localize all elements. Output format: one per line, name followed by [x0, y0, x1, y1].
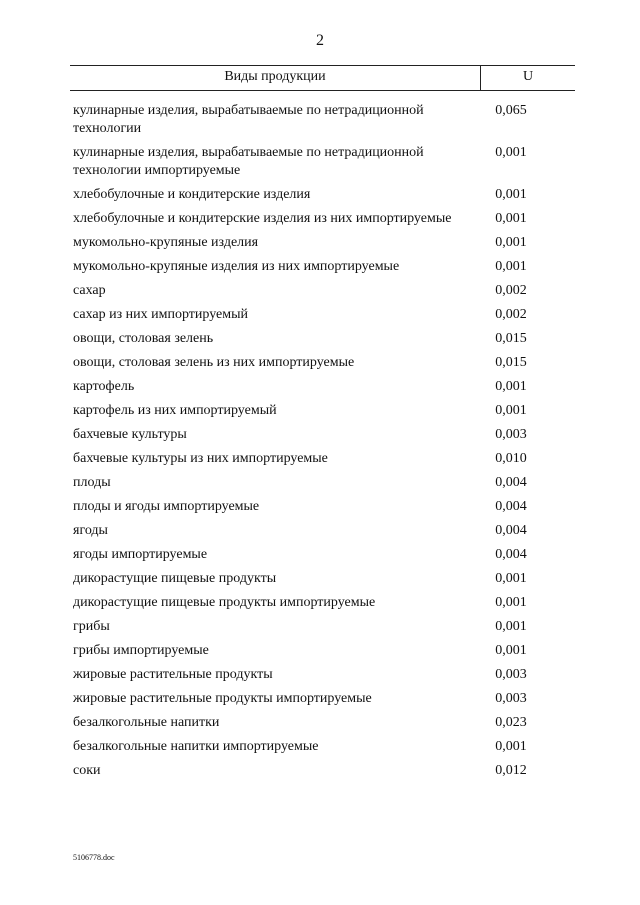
table-row — [73, 714, 573, 732]
table-row — [73, 450, 573, 468]
u-value-cell: 0,001 — [495, 235, 527, 250]
product-type-cell: овощи, столовая зелень из них импортируемые — [73, 355, 355, 370]
product-type-cell: грибы — [73, 619, 110, 634]
product-type-cell: хлебобулочные и кондитерские изделия из них импортируемые — [73, 211, 452, 226]
product-type-cell: картофель из них импортируемый — [73, 403, 277, 418]
table-row — [73, 186, 573, 204]
u-value-cell: 0,001 — [495, 643, 527, 658]
u-value-cell: 0,010 — [495, 451, 527, 466]
u-value-cell: 0,015 — [495, 331, 527, 346]
page-number: 2 — [316, 32, 324, 49]
product-type-cell: хлебобулочные и кондитерские изделия — [73, 187, 311, 202]
u-value-cell: 0,003 — [495, 667, 527, 682]
product-type-cell: сахар из них импортируемый — [73, 307, 249, 322]
product-type-cell: плоды — [73, 475, 111, 490]
table-row — [73, 306, 573, 324]
table-row — [73, 618, 573, 636]
product-type-cell: жировые растительные продукты — [73, 667, 273, 682]
product-type-cell: бахчевые культуры из них импортируемые — [73, 451, 328, 466]
table-row — [73, 570, 573, 588]
u-value-cell: 0,001 — [495, 403, 527, 418]
u-value-cell: 0,001 — [495, 259, 527, 274]
table-row — [73, 234, 573, 252]
u-value-cell: 0,004 — [495, 547, 527, 562]
table-row — [73, 354, 573, 372]
product-type-cell: мукомольно-крупяные изделия — [73, 235, 259, 250]
table-row — [73, 666, 573, 684]
product-type-cell: мукомольно-крупяные изделия из них импортируемые — [73, 259, 400, 274]
u-value-cell: 0,001 — [495, 145, 527, 160]
u-value-cell: 0,003 — [495, 691, 527, 706]
product-type-cell: безалкогольные напитки импортируемые — [73, 739, 319, 754]
product-type-cell: бахчевые культуры — [73, 427, 187, 442]
product-type-cell: плоды и ягоды импортируемые — [73, 499, 260, 514]
u-value-cell: 0,001 — [495, 187, 527, 202]
u-value-cell: 0,023 — [495, 715, 527, 730]
table-row — [73, 210, 573, 228]
table-row — [73, 690, 573, 708]
column-header-product-type: Виды продукции — [224, 69, 326, 84]
table-row — [73, 258, 573, 276]
table-row — [73, 498, 573, 516]
table-row — [73, 594, 573, 612]
product-type-cell: грибы импортируемые — [73, 643, 209, 658]
table-row — [73, 738, 573, 756]
u-value-cell: 0,001 — [495, 571, 527, 586]
u-value-cell: 0,012 — [495, 763, 527, 778]
product-type-cell: кулинарные изделия, вырабатываемые по нетрадиционной технологии импортируемые — [73, 145, 424, 178]
footer-filename: 5106778.doc — [73, 853, 115, 862]
table-row — [73, 642, 573, 660]
u-value-cell: 0,001 — [495, 619, 527, 634]
product-type-cell: соки — [73, 763, 101, 778]
table-row — [73, 330, 573, 348]
u-value-cell: 0,001 — [495, 739, 527, 754]
table-row — [73, 762, 573, 780]
product-type-cell: кулинарные изделия, вырабатываемые по нетрадиционной технологии — [73, 103, 424, 136]
u-value-cell: 0,002 — [495, 307, 527, 322]
product-type-cell: ягоды — [73, 523, 108, 538]
product-type-cell: сахар — [73, 283, 106, 298]
table-row — [73, 144, 573, 180]
product-type-cell: жировые растительные продукты импортируемые — [73, 691, 372, 706]
u-value-cell: 0,001 — [495, 379, 527, 394]
product-type-cell: безалкогольные напитки — [73, 715, 220, 730]
u-value-cell: 0,004 — [495, 499, 527, 514]
table-row — [73, 378, 573, 396]
table-row — [73, 522, 573, 540]
u-value-cell: 0,065 — [495, 103, 527, 118]
table-row — [73, 426, 573, 444]
product-type-cell: овощи, столовая зелень — [73, 331, 214, 346]
product-type-cell: дикорастущие пищевые продукты импортируемые — [73, 595, 376, 610]
table-row — [73, 546, 573, 564]
product-type-cell: дикорастущие пищевые продукты — [73, 571, 277, 586]
u-value-cell: 0,015 — [495, 355, 527, 370]
u-value-cell: 0,004 — [495, 523, 527, 538]
product-type-cell: ягоды импортируемые — [73, 547, 208, 562]
u-value-cell: 0,004 — [495, 475, 527, 490]
table-row — [73, 402, 573, 420]
u-value-cell: 0,003 — [495, 427, 527, 442]
u-value-cell: 0,001 — [495, 595, 527, 610]
u-value-cell: 0,002 — [495, 283, 527, 298]
column-header-u: U — [522, 69, 534, 84]
table-header — [70, 65, 575, 91]
product-type-cell: картофель — [73, 379, 135, 394]
table-row — [73, 102, 573, 138]
table-body — [73, 102, 573, 786]
table-row — [73, 282, 573, 300]
table-row — [73, 474, 573, 492]
u-value-cell: 0,001 — [495, 211, 527, 226]
